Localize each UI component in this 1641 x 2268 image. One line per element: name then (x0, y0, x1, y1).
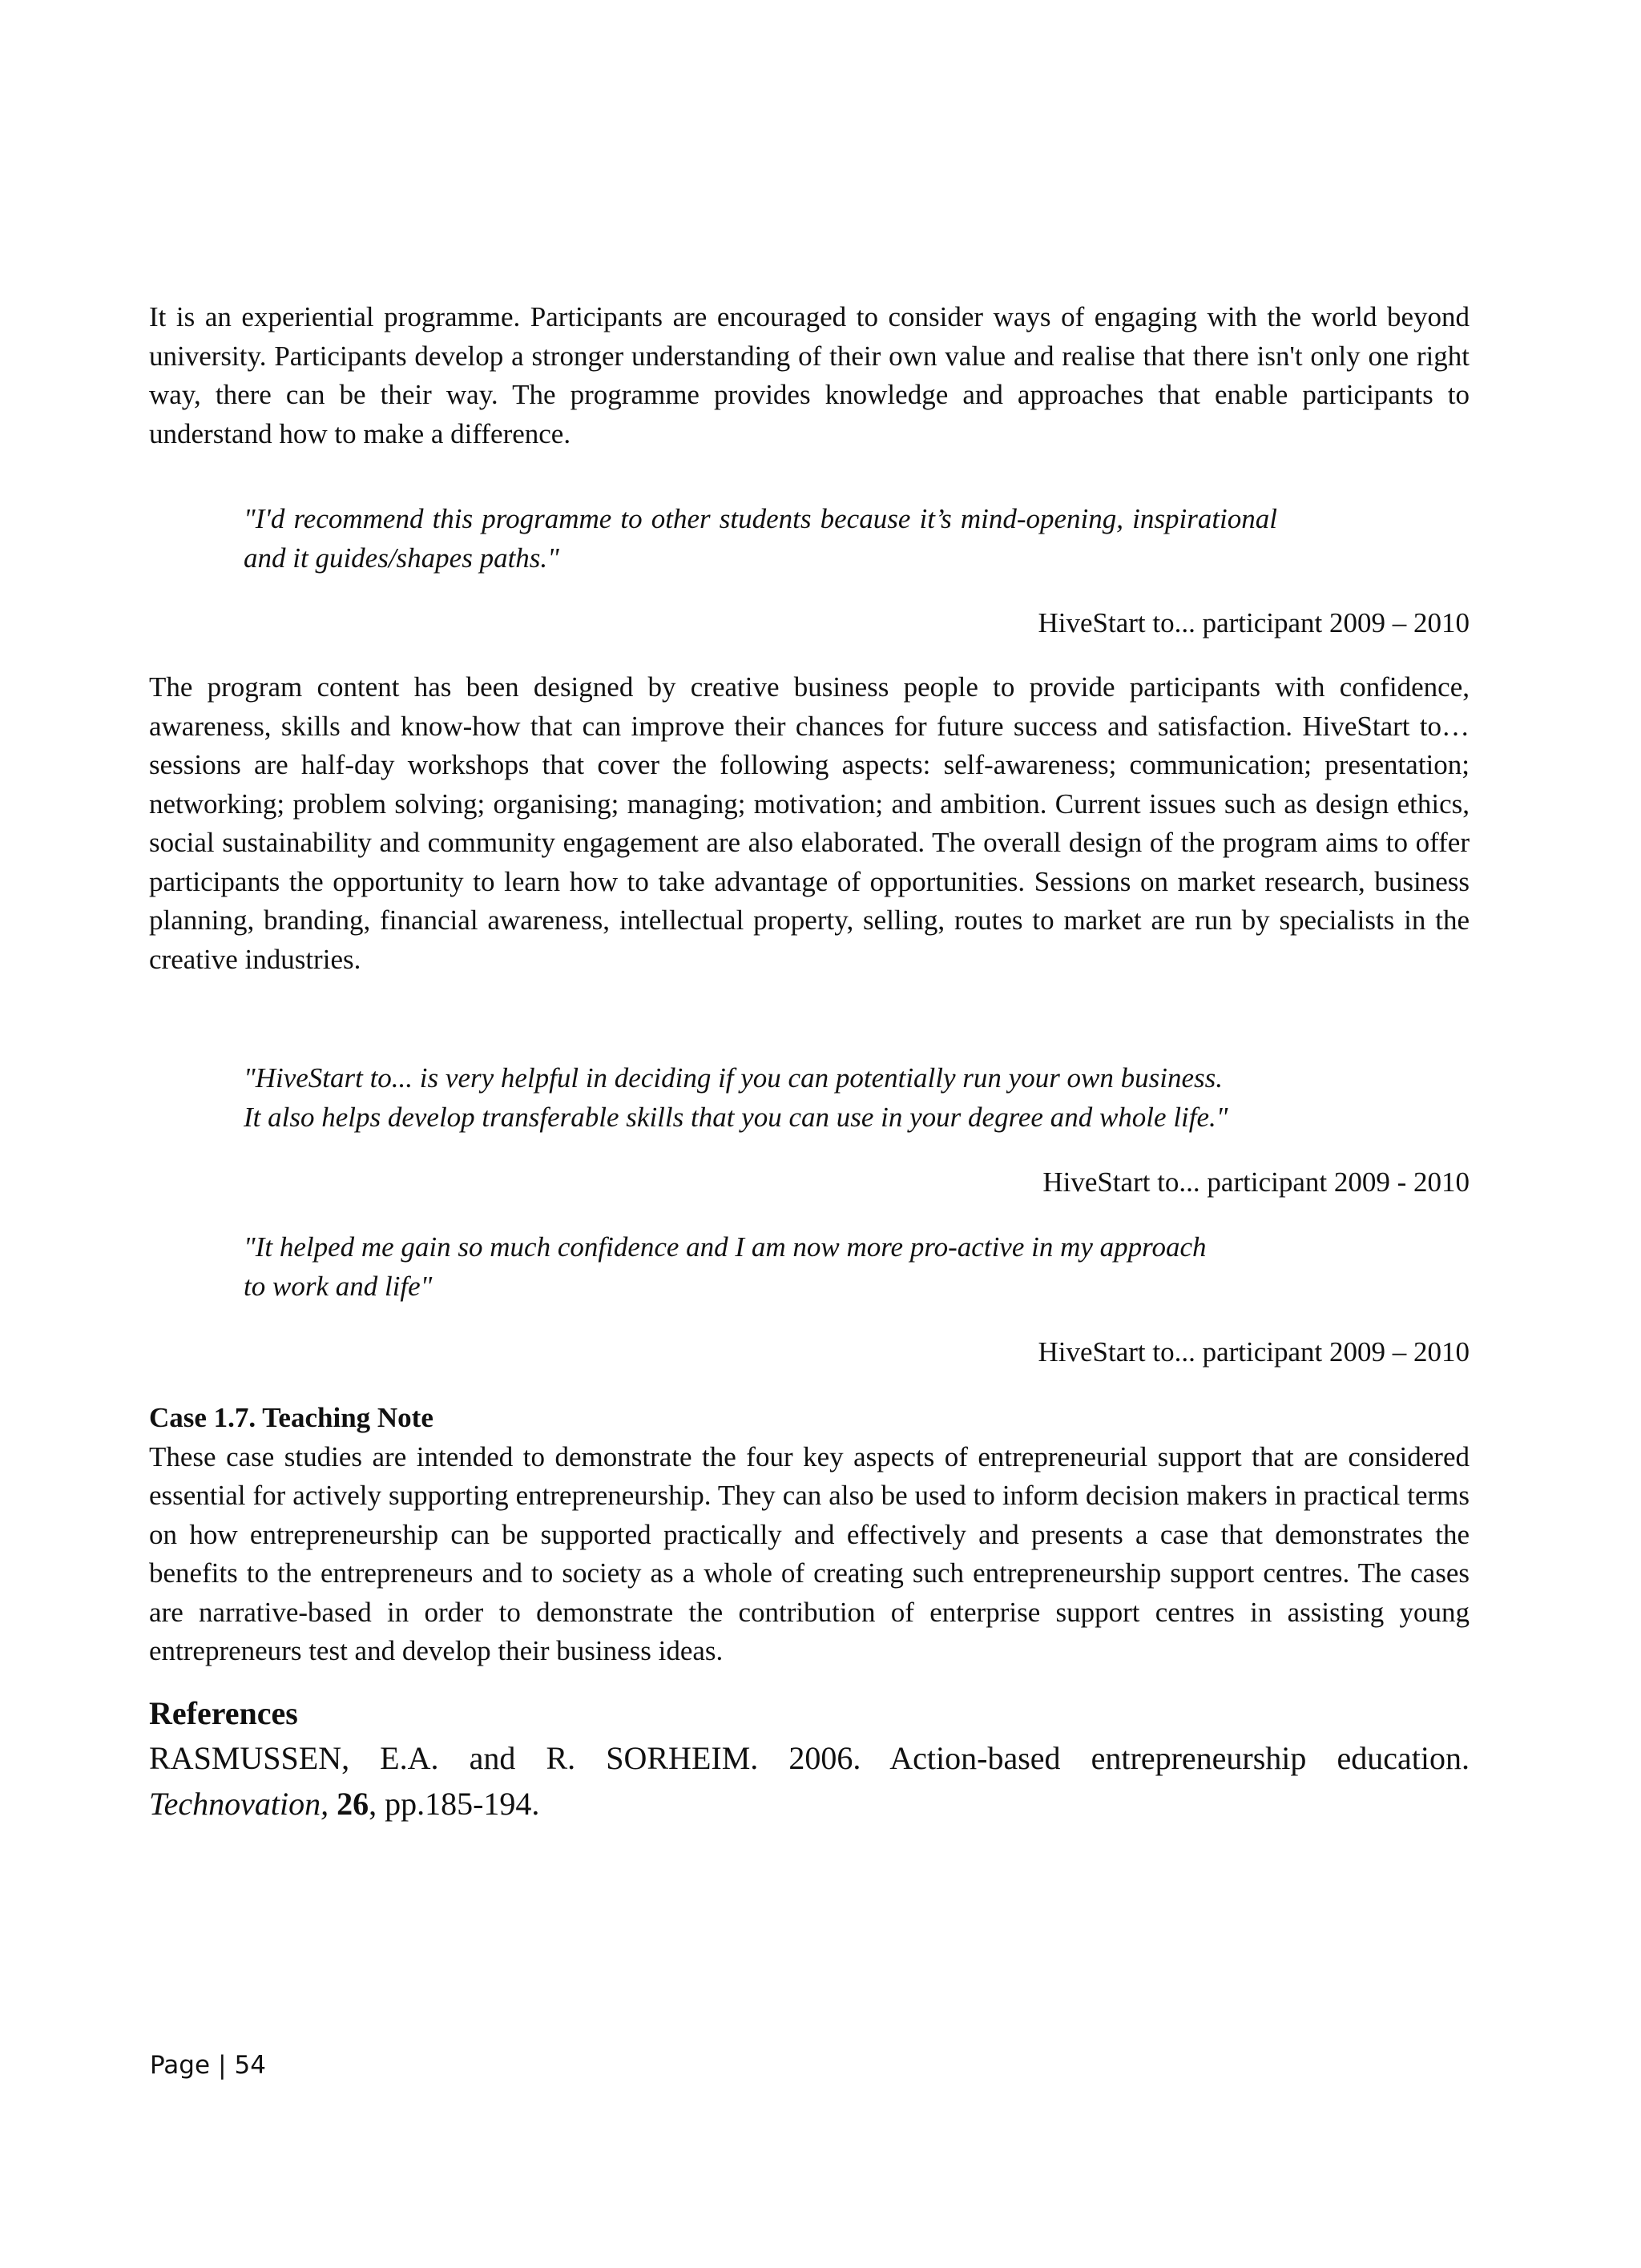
reference-entry (149, 1735, 1470, 1827)
quote-2-line-2: It also helps develop transferable skills that you can use in your degree and whole life." (244, 1101, 1228, 1133)
references-section (149, 1692, 1470, 1827)
quote-3-line-2: to work and life" (244, 1270, 433, 1302)
quote-2-line-1: "HiveStart to... is very helpful in deciding if you can potentially run your own business. (244, 1062, 1224, 1094)
program-paragraph: The program content has been designed by creative business people to provide participants with confidence, awareness, skills and know-how that can improve their chances for future success and satisfaction. HiveStart to… sessions are half-day workshops that cover the following aspects: self-awareness; communication; presentation; networking; problem solving; organising; managing; motivation; and ambition. Current issues such as design ethics, social sustainability and community engagement are also elaborated. The overall design of the program aims to offer participants the opportunity to learn how to take advantage of opportunities. Sessions on market research, business planning, branding, financial awareness, intellectual property, selling, routes to market are run by specialists in the creative industries. (149, 671, 1470, 975)
reference-volume: 26 (337, 1786, 369, 1822)
quote-3-attribution: HiveStart to... participant 2009 – 2010 (1038, 1336, 1470, 1368)
quote-3-line-1: "It helped me gain so much confidence and I am now more pro-active in my approach (244, 1231, 1207, 1263)
reference-journal: Technovation, (149, 1786, 329, 1822)
quote-3 (244, 1228, 1277, 1306)
quote-2-attribution: HiveStart to... participant 2009 - 2010 (1042, 1166, 1470, 1198)
intro-paragraph: It is an experiential programme. Participants are encouraged to consider ways of engaging with the world beyond university. Participants develop a stronger understanding of their own value and realise that there isn't only one right way, there can be their way. The programme provides knowledge and approaches that enable participants to understand how to make a difference. (149, 301, 1470, 449)
footer-separator: | (218, 2051, 227, 2080)
reference-authors: RASMUSSEN, E.A. and R. SORHEIM. 2006. Action-based entrepreneurship education. (149, 1740, 1470, 1776)
footer-page-number: 54 (234, 2051, 266, 2080)
quote-2 (244, 1059, 1277, 1137)
page-footer (150, 2049, 266, 2081)
teaching-note-section (149, 1399, 1470, 1671)
teaching-note-heading: Case 1.7. Teaching Note (149, 1402, 433, 1433)
quote-1-attribution: HiveStart to... participant 2009 – 2010 (1038, 607, 1470, 639)
footer-page-label: Page (150, 2051, 211, 2080)
teaching-note-text: These case studies are intended to demonstrate the four key aspects of entrepreneurial support that are considered essential for actively supporting entrepreneurship. They can also be used to inform decision makers in practical terms on how entrepreneurship can be supported practically and effectively and presents a case that demonstrates the benefits to the entrepreneurs and to society as a whole of creating such entrepreneurship support centres. The cases are narrative-based in order to demonstrate the contribution of enterprise support centres in assisting young entrepreneurs test and develop their business ideas. (149, 1440, 1470, 1666)
references-heading: References (149, 1695, 298, 1731)
quote-1-text: "I'd recommend this programme to other students because it’s mind-opening, inspirational and it guides/shapes paths." (244, 503, 1277, 574)
reference-pages: , pp.185-194. (369, 1786, 540, 1822)
